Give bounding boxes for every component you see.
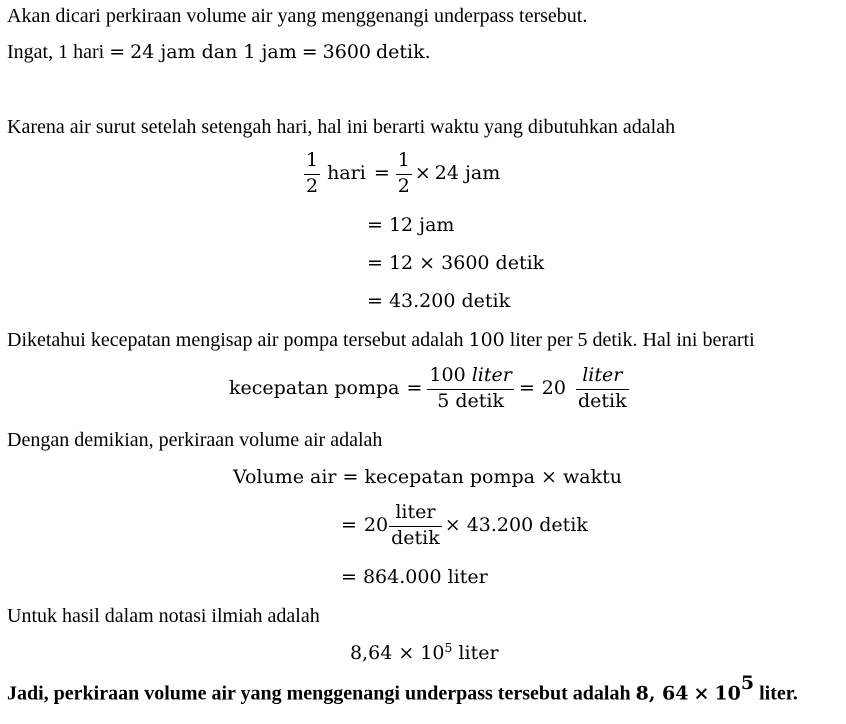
scientific-intro-text: Untuk hasil dalam notasi ilmiah adalah <box>7 605 320 627</box>
pump-coef: 20 <box>541 377 566 400</box>
time-calc-line-1 <box>301 151 500 197</box>
pump-info-text: Diketahui kecepatan mengisap air pompa tersebut adalah <box>7 329 464 351</box>
times-sign: × <box>398 642 415 664</box>
conclusion-base: 10 <box>714 682 741 705</box>
time-calc-tail: 24 jam <box>434 162 501 185</box>
pump-info-line <box>7 330 755 350</box>
equals-sign: = <box>301 41 318 63</box>
intro-text: Akan dicari perkiraan volume air yang menggenangi underpass tersebut. <box>7 5 588 27</box>
equals-sign: = <box>341 514 357 537</box>
pump-frac-den: 5 detik <box>437 389 504 412</box>
volume-fraction: $\frac{\text{liter}}{\text{detik}}$ <box>391 501 440 549</box>
volume-intro-line <box>7 430 382 450</box>
conclusion-mantissa: 8, 64 <box>635 682 689 705</box>
time-step-4: 43.200 detik <box>388 290 511 312</box>
sci-exponent: 5 <box>444 641 453 656</box>
pump-info-number: 100 <box>468 329 505 351</box>
conversion-number: 3600 <box>322 41 372 63</box>
half-fraction: $\frac{1}{2}$ <box>306 149 319 197</box>
volume-definition: Volume air = kecepatan pompa × waktu <box>233 466 622 488</box>
intro-line <box>7 6 587 26</box>
volume-intro-text: Dengan demikian, perkiraan volume air adalah <box>7 429 383 451</box>
pump-fraction-2: $\frac{\text{liter}}{\text{detik}}$ <box>577 364 627 412</box>
scientific-intro-line <box>7 606 320 626</box>
time-step-3: 12 × 3600 detik <box>388 252 545 274</box>
half-fraction-rhs: $\frac{1}{2}$ <box>397 149 410 197</box>
equals-sign: = <box>373 162 390 185</box>
conversion-line <box>7 42 431 62</box>
pump-frac-num-value: 100 <box>429 364 466 386</box>
equals-sign: = <box>341 566 357 588</box>
conclusion-text: Jadi, perkiraan volume air yang menggenangi underpass tersebut adalah <box>7 682 631 705</box>
equals-sign: = <box>367 290 383 312</box>
conversion-mid: 24 jam dan 1 jam <box>130 41 297 63</box>
pump-info-rest: liter per 5 detik. Hal ini berarti <box>509 329 755 351</box>
equals-sign: = <box>367 214 383 236</box>
times-sign: × <box>414 162 431 185</box>
time-reason-line <box>7 117 675 137</box>
time-reason-text: Karena air surut setelah setengah hari, hal ini berarti waktu yang dibutuhkan adalah <box>7 116 676 138</box>
conclusion-unit: liter. <box>759 682 798 705</box>
hari-unit: hari <box>327 162 366 185</box>
pump-frac-num-unit: liter <box>471 364 512 386</box>
volume-result: 864.000 liter <box>362 566 488 588</box>
equals-sign: = <box>367 252 383 274</box>
conversion-prefix: Ingat, 1 hari <box>7 41 105 63</box>
volume-calc-line-2 <box>341 503 588 549</box>
conversion-suffix: detik. <box>376 41 431 63</box>
sci-base: 10 <box>420 642 445 664</box>
time-calc-line-3 <box>367 254 544 273</box>
equals-sign: = <box>109 41 126 63</box>
time-step-2: 12 jam <box>388 214 455 236</box>
conclusion-line <box>7 672 798 705</box>
time-calc-line-2 <box>367 216 454 235</box>
times-sign: × <box>693 682 710 705</box>
sci-unit: liter <box>458 642 499 664</box>
volume-coef: 20 <box>363 514 389 537</box>
volume-tail: × 43.200 detik <box>444 514 588 537</box>
volume-calc-line-3 <box>341 568 488 587</box>
conclusion-exponent: 5 <box>740 672 755 694</box>
volume-calc-line-1 <box>233 468 622 487</box>
equals-sign: = <box>406 377 423 400</box>
equals-sign: = <box>518 377 535 400</box>
sci-mantissa: 8,64 <box>350 642 393 664</box>
pump-speed-label: kecepatan pompa <box>229 377 400 400</box>
time-calc-line-4 <box>367 292 510 311</box>
scientific-notation <box>350 641 499 664</box>
pump-fraction-1 <box>427 366 513 412</box>
pump-speed-formula <box>229 366 632 412</box>
